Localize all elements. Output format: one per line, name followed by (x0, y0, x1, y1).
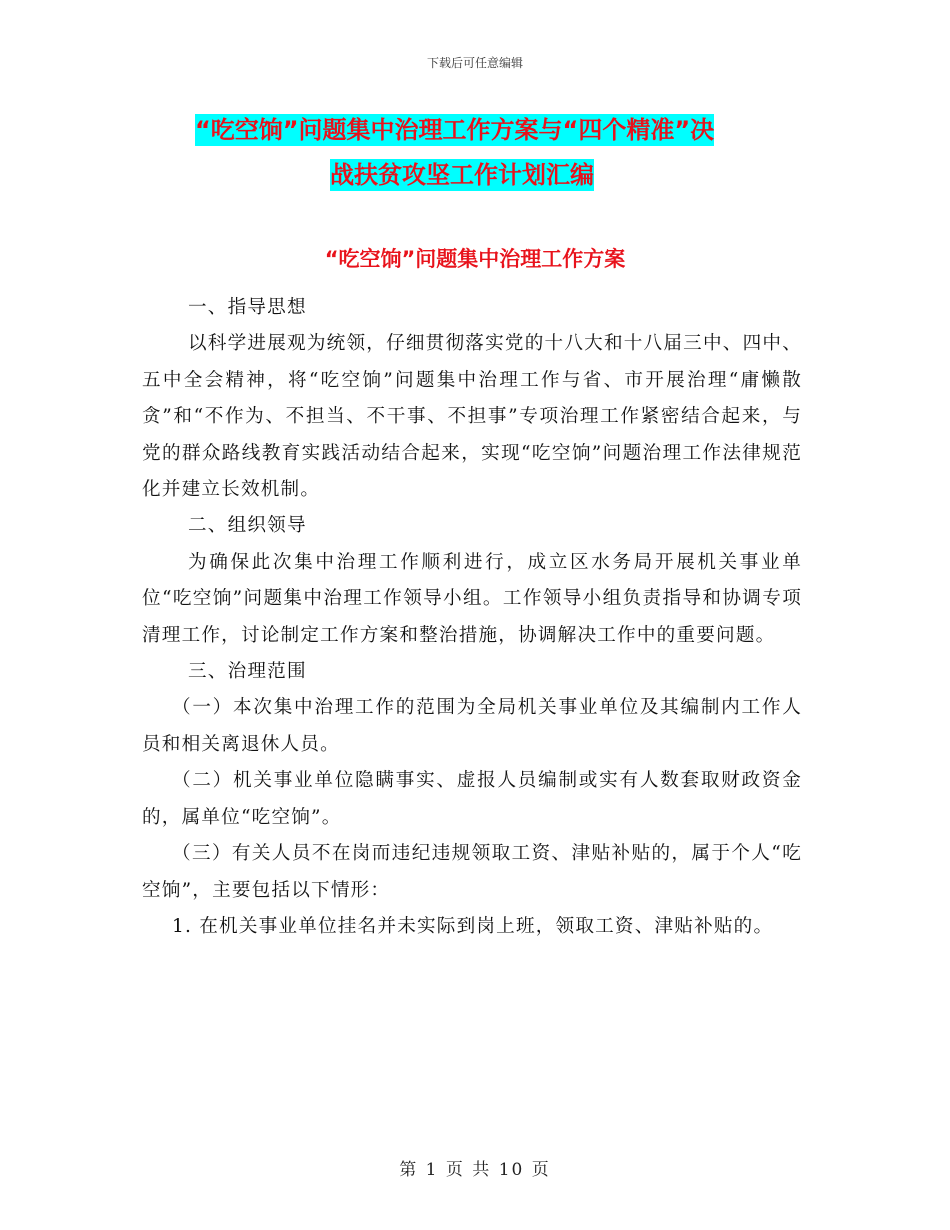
document-title-text-2: 战扶贫攻坚工作计划汇编 (330, 161, 594, 189)
paragraph-scope-3: （三）有关人员不在岗而违纪违规领取工资、津贴补贴的，属于个人“吃空饷”，主要包括以下情形： (142, 843, 802, 901)
page-footer: 第 1 页 共 10 页 (399, 1160, 551, 1180)
paragraph-scope-2: （二）机关事业单位隐瞒事实、虚报人员编制或实有人数套取财政资金的，属单位“吃空饷”。 (142, 770, 802, 828)
heading-organization: 二、组织领导 (188, 515, 307, 537)
paragraph-scope-item-1: 1. 在机关事业单位挂名并未实际到岗上班，领取工资、津贴补贴的。 (172, 915, 774, 937)
document-title-line-2 (330, 153, 730, 197)
paragraph-organization: 为确保此次集中治理工作顺利进行，成立区水务局开展机关事业单位“吃空饷”问题集中治理工作领导小组。工作领导小组负责指导和协调专项清理工作，讨论制定工作方案和整治措施，协调解决工作中的重要问题。 (142, 551, 802, 646)
heading-scope: 三、治理范围 (188, 661, 307, 683)
paragraph-guiding-ideology: 以科学进展观为统领，仔细贯彻落实党的十八大和十八届三中、四中、五中全会精神，将“吃空饷”问题集中治理工作与省、市开展治理“庸懒散贪”和“不作为、不担当、不干事、不担事”专项治理工作紧密结合起来，与党的群众路线教育实践活动结合起来，实现“吃空饷”问题治理工作法律规范化并建立长效机制。 (142, 333, 802, 501)
document-title-text-1: “吃空饷”问题集中治理工作方案与“四个精准”决 (195, 116, 715, 144)
header-note: 下载后可任意编辑 (426, 56, 523, 70)
document-body (142, 290, 802, 945)
paragraph-scope-1: （一）本次集中治理工作的范围为全局机关事业单位及其编制内工作人员和相关离退休人员。 (142, 697, 802, 755)
heading-guiding-ideology: 一、指导思想 (188, 297, 307, 318)
section-title: “吃空饷”问题集中治理工作方案 (324, 247, 626, 271)
document-title-line-1 (195, 108, 815, 152)
